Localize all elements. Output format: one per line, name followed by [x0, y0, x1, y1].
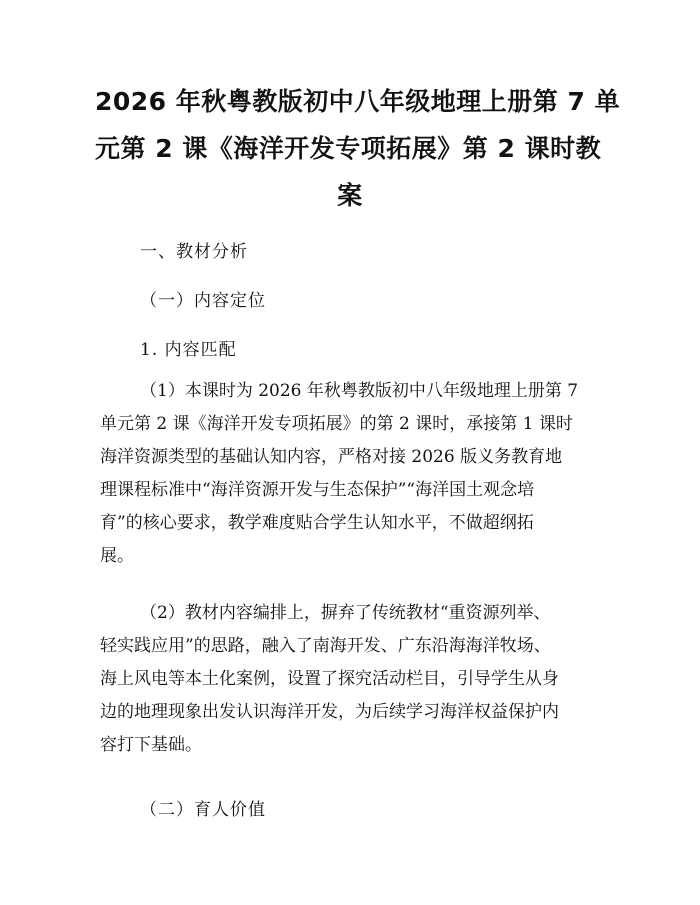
paragraph-line: 单元第 2 课《海洋开发专项拓展》的第 2 课时，承接第 1 课时	[100, 414, 573, 434]
paragraph-line: （2）教材内容编排上，摒弃了传统教材“重资源列举、	[140, 603, 551, 623]
paragraph-line: 理课程标准中“海洋资源开发与生态保护”“海洋国土观念培	[100, 480, 535, 500]
paragraph-line: （1）本课时为 2026 年秋粤教版初中八年级地理上册第 7	[140, 381, 579, 401]
title-line: 2026 年秋粤教版初中八年级地理上册第 7 单	[95, 87, 621, 116]
paragraph-1	[100, 375, 610, 573]
paragraph-line: 育”的核心要求，教学难度贴合学生认知水平，不做超纲拓	[100, 513, 534, 533]
paragraph-line: 轻实践应用”的思路，融入了南海开发、广东沿海海洋牧场、	[100, 636, 551, 656]
item-heading-content-matching: 1. 内容匹配	[140, 340, 237, 360]
paragraph-line: 海上风电等本土化案例，设置了探究活动栏目，引导学生从身	[100, 669, 559, 689]
paragraph-line: 展。	[100, 546, 134, 566]
paragraph-line: 海洋资源类型的基础认知内容，严格对接 2026 版义务教育地	[100, 447, 563, 467]
document-title	[95, 78, 621, 219]
section-heading-materials-analysis: 一、教材分析	[140, 242, 248, 262]
title-line: 案	[337, 181, 363, 210]
subsection-heading-educational-value: （二）育人价值	[140, 800, 266, 820]
subsection-heading-content-positioning: （一）内容定位	[140, 291, 266, 311]
paragraph-2	[100, 597, 610, 762]
paragraph-line: 边的地理现象出发认识海洋开发，为后续学习海洋权益保护内	[100, 702, 559, 722]
paragraph-line: 容打下基础。	[100, 735, 202, 755]
title-line: 元第 2 课《海洋开发专项拓展》第 2 课时教	[95, 134, 602, 163]
